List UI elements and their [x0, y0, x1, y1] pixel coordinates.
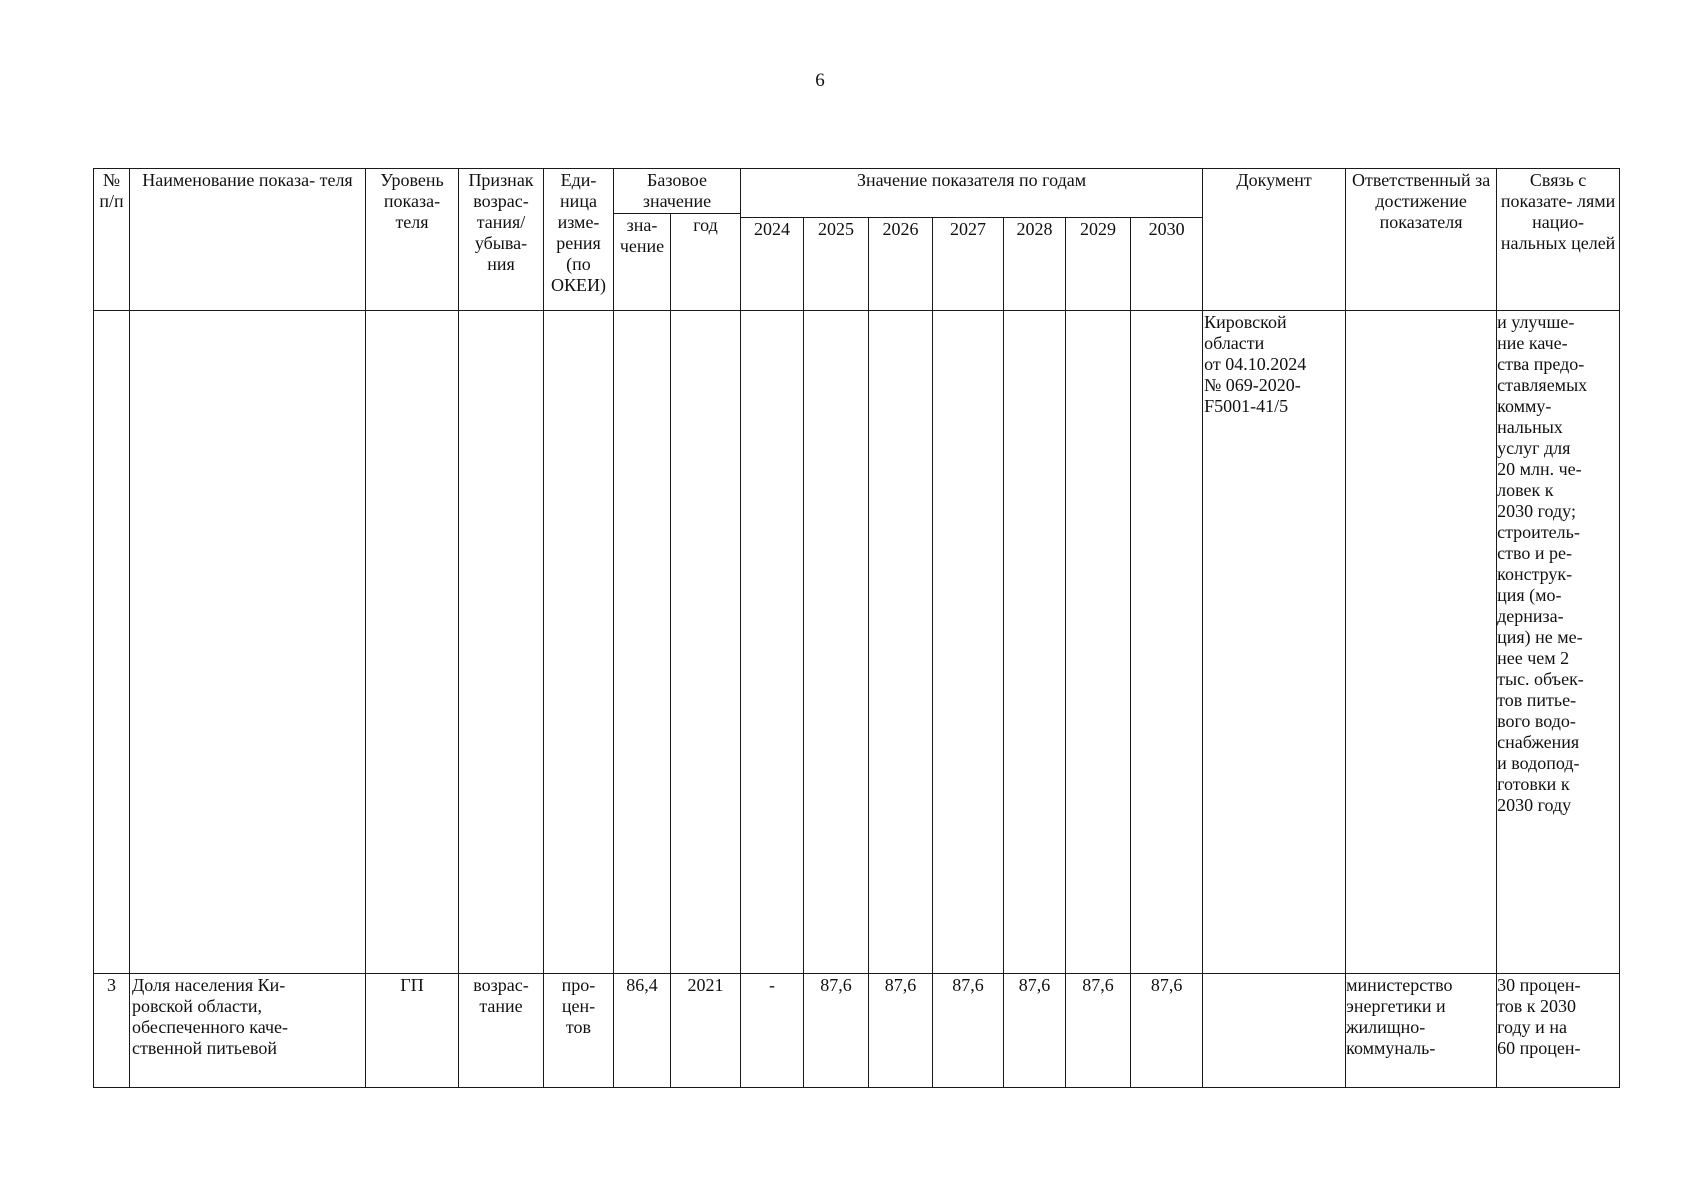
document-cell — [1203, 974, 1346, 1088]
header-base-year: год — [671, 214, 741, 311]
page-number: 6 — [815, 70, 825, 91]
header-years-group: Значение показателя по годам — [741, 169, 1203, 218]
header-indicator-name: Наименование показа- теля — [130, 169, 366, 311]
header-national-goals-link: Связь с показате- лями нацио- нальных целей — [1497, 169, 1620, 311]
value-2025: 87,6 — [804, 974, 869, 1088]
year-2026: 2026 — [869, 218, 933, 311]
year-2027: 2027 — [933, 218, 1004, 311]
header-responsible: Ответственный за достижение показателя — [1346, 169, 1497, 311]
table-row — [94, 974, 1620, 1088]
year-2024: 2024 — [741, 218, 804, 311]
header-unit: Еди- ница изме- рения (по ОКЕИ) — [544, 169, 614, 311]
growth-sign: возрас- тание — [459, 974, 544, 1088]
header-number: № п/п — [94, 169, 130, 311]
document-cell: Кировской области от 04.10.2024 № 069-2020- F5001-41/5 — [1203, 311, 1346, 974]
national-goals-link-cell: и улучше- ние каче- ства предо- ставляемых комму- нальных услуг для 20 млн. че- ловек к 2030 году; строитель- ство и ре- конструк- ция (мо- дерниза- ция) не ме- нее чем 2 тыс. объек- тов питье- вого водо- снабжения и водопод- готовки к 2030 году — [1497, 311, 1620, 974]
year-2029: 2029 — [1066, 218, 1131, 311]
national-goals-link-cell: 30 процен- тов к 2030 году и на 60 процен- — [1497, 974, 1620, 1088]
year-2025: 2025 — [804, 218, 869, 311]
year-2030: 2030 — [1131, 218, 1203, 311]
value-2027: 87,6 — [933, 974, 1004, 1088]
header-indicator-level: Уровень показа- теля — [366, 169, 459, 311]
header-base-value: зна- чение — [614, 214, 671, 311]
base-year: 2021 — [671, 974, 741, 1088]
base-value: 86,4 — [614, 974, 671, 1088]
value-2026: 87,6 — [869, 974, 933, 1088]
indicator-level: ГП — [366, 974, 459, 1088]
table-row-continued — [94, 311, 1620, 974]
header-document: Документ — [1203, 169, 1346, 311]
row-number: 3 — [94, 974, 130, 1088]
header-growth-sign: Признак возрас- тания/ убыва- ния — [459, 169, 544, 311]
responsible-cell: министерство энергетики и жилищно- коммуналь- — [1346, 974, 1497, 1088]
indicator-name: Доля населения Ки- ровской области, обеспеченного каче- ственной питьевой — [130, 974, 366, 1088]
indicators-table — [93, 168, 1620, 1088]
unit: про- цен- тов — [544, 974, 614, 1088]
value-2030: 87,6 — [1131, 974, 1203, 1088]
value-2029: 87,6 — [1066, 974, 1131, 1088]
value-2028: 87,6 — [1004, 974, 1066, 1088]
header-base-value-group: Базовое значение — [614, 169, 741, 214]
year-2028: 2028 — [1004, 218, 1066, 311]
value-2024: - — [741, 974, 804, 1088]
